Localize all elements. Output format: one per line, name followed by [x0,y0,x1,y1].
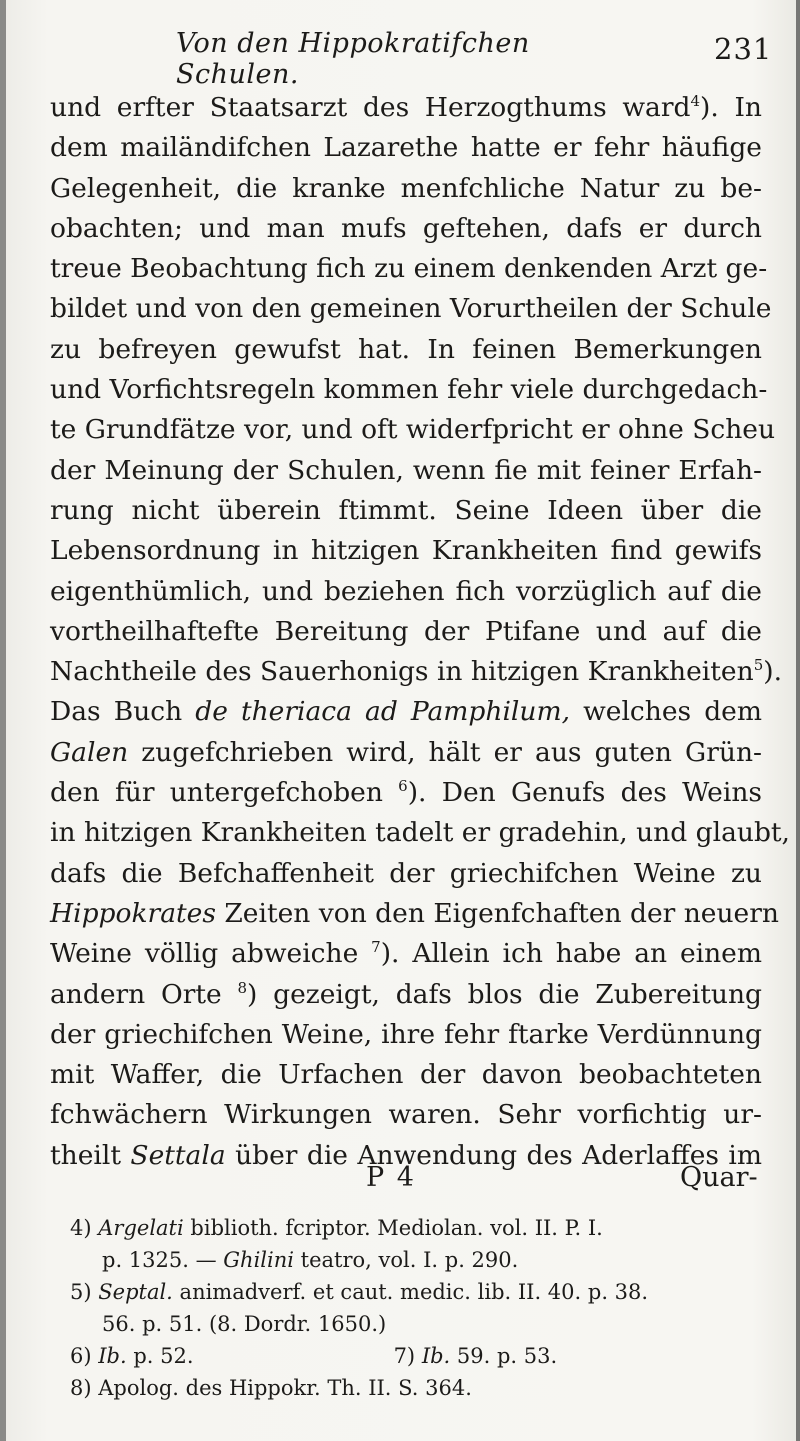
signature-mark: P 4 [366,1162,416,1193]
text-line: den für untergefchoben $^6$). Den Genufs des Weins [50,777,762,809]
text-line: mit Waffer, die Urfachen der davon beobachteten [50,1059,762,1091]
text-line: andern Orte $^8$) gezeigt, dafs blos die Zubereitung [50,978,762,1010]
page-right-edge [796,0,800,1441]
text-line: Lebensordnung in hitzigen Krankheiten find gewifs [50,535,762,567]
text-line: Das Buch de theriaca ad Pamphilum, welches dem [50,696,762,728]
text-line: zu befreyen gewufst hat. In feinen Bemerkungen [50,333,762,365]
footnote-ref: 7 [371,938,381,957]
footnote-5: 5) Septal. animadverf. et caut. medic. lib. II. 40. p. 38. [70,1280,649,1304]
footnote-5-cont: 56. p. 51. (8. Dordr. 1650.) [102,1312,387,1336]
text-line: vortheilhaftefte Bereitung der Ptifane und auf die [50,615,762,647]
text-line: dem mailändifchen Lazarethe hatte er fehr häufige [50,132,762,164]
text-line: in hitzigen Krankheiten tadelt er gradehin, und glaubt, [50,817,790,849]
footnote-6-7: 6) Ib. p. 52. 7) Ib. 59. p. 53. [70,1344,558,1368]
text-line: der griechifchen Weine, ihre fehr ftarke Verdünnung [50,1018,762,1050]
footnotes [70,1212,760,1404]
text-line: eigenthümlich, und beziehen fich vorzüglich auf die [50,575,762,607]
text-line: treue Beobachtung fich zu einem denkenden Arzt ge- [50,253,768,285]
text-line: fchwächern Wirkungen waren. Sehr vorfichtig ur- [50,1099,762,1131]
footnote-ref: 5 [753,656,764,675]
text-line: dafs die Befchaffenheit der griechifchen Weine zu [50,857,762,889]
text-line: Gelegenheit, die kranke menfchliche Natur zu be- [50,172,762,204]
text-line: rung nicht überein ftimmt. Seine Ideen über die [50,494,762,526]
footnote-4-cont: p. 1325. — Ghilini teatro, vol. I. p. 290. [102,1248,519,1272]
running-title: Von den Hippokratifchen Schulen. [176,28,530,90]
text-line: bildet und von den gemeinen Vorurtheilen der Schule [50,293,772,325]
text-line: der Meinung der Schulen, wenn fie mit feiner Erfah- [50,454,762,486]
page-number: 231 [714,32,773,66]
text-line: Galen zugefchrieben wird, hält er aus guten Grün- [50,736,762,768]
text-line: obachten; und man mufs geftehen, dafs er durch [50,212,762,244]
catchword: Quar- [680,1162,758,1193]
footnote-ref: 4 [690,92,701,111]
text-line: und Vorfichtsregeln kommen fehr viele durchgedach- [50,374,768,406]
body-text [50,88,790,1176]
page-left-edge [0,0,6,1441]
text-line: Weine völlig abweiche $^7$). Allein ich habe an einem [50,938,762,970]
text-line: und erfter Staatsarzt des Herzogthums ward$^4$). In [50,92,762,123]
footnote-8: 8) Apolog. des Hippokr. Th. II. S. 364. [70,1376,472,1400]
footnote-4: 4) Argelati biblioth. fcriptor. Mediolan. vol. II. P. I. [70,1216,603,1240]
text-line: Hippokrates Zeiten von den Eigenfchaften der neuern [50,897,779,929]
footnote-ref: 6 [398,777,408,796]
footnote-ref: 8 [237,978,248,997]
text-line: theilt Settala über die Anwendung des Aderlaffes im [50,1139,762,1171]
text-line: Nachtheile des Sauerhonigs in hitzigen Krankheiten$^5$). [50,656,782,688]
text-line: te Grundfätze vor, und oft widerfpricht er ohne Scheu [50,414,776,446]
